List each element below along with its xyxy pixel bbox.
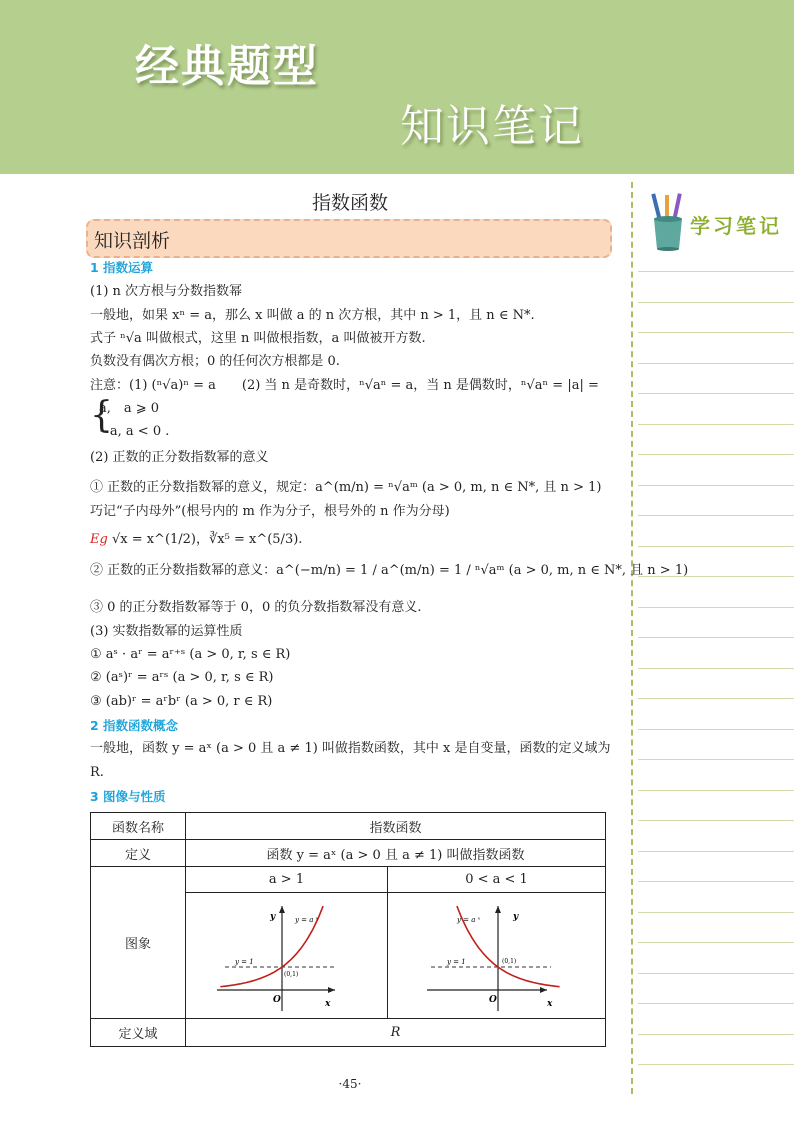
note-line bbox=[638, 912, 794, 913]
note-line bbox=[638, 363, 794, 364]
note-line bbox=[638, 515, 794, 516]
notes-divider bbox=[631, 182, 633, 1094]
graph-increasing bbox=[187, 896, 387, 1016]
heading-2: 2 指数函数概念 bbox=[90, 718, 179, 733]
graph2-point-label: (0,1) bbox=[501, 957, 516, 965]
graph-cell-a-gt-1 bbox=[186, 893, 388, 1019]
graph2-curve-label: y = a ˣ bbox=[456, 915, 480, 924]
para-9: 巧记“子内母外”(根号内的 m 作为分子，根号外的 n 作为分母) bbox=[90, 504, 450, 519]
note-line bbox=[638, 393, 794, 394]
graph-cell-a-lt-1 bbox=[388, 893, 606, 1019]
para-8: ① 正数的正分数指数幂的意义，规定：a^(m/n) = ⁿ√aᵐ (a > 0, m, n ∈ N*, 且 n > 1) bbox=[90, 480, 602, 495]
graph1-xlabel: x bbox=[324, 998, 330, 1009]
graph-decreasing bbox=[397, 896, 597, 1016]
graph2-ylabel: y bbox=[512, 911, 518, 922]
section-header bbox=[86, 219, 612, 258]
table-cell: 图象 bbox=[91, 867, 186, 1019]
note-line bbox=[638, 668, 794, 669]
graph1-ylabel: y bbox=[269, 911, 275, 922]
piecewise-case-2: −a, a < 0 . bbox=[99, 424, 170, 439]
note-line bbox=[638, 759, 794, 760]
note-line bbox=[638, 698, 794, 699]
note-line bbox=[638, 271, 794, 272]
graph1-line-label: y = 1 bbox=[234, 957, 254, 966]
table-cell: 指数函数 bbox=[186, 813, 606, 840]
properties-table bbox=[90, 812, 606, 1047]
para-15: ② (aˢ)ʳ = aʳˢ (a > 0, r, s ∈ R) bbox=[90, 670, 274, 685]
piecewise-brace: { bbox=[90, 395, 113, 436]
para-14: ① aˢ · aʳ = aʳ⁺ˢ (a > 0, r, s ∈ R) bbox=[90, 647, 291, 662]
graph1-curve-label: y = a ˣ bbox=[294, 915, 318, 924]
note-line bbox=[638, 942, 794, 943]
note-line bbox=[638, 424, 794, 425]
table-cell: 函数 y = aˣ (a > 0 且 a ≠ 1) 叫做指数函数 bbox=[186, 840, 606, 867]
graph2-xlabel: x bbox=[546, 998, 552, 1009]
note-line bbox=[638, 454, 794, 455]
para-16: ③ (ab)ʳ = aʳbʳ (a > 0, r ∈ R) bbox=[90, 694, 273, 709]
header-title-2: 知识笔记 bbox=[400, 101, 584, 152]
table-cell: 0 < a < 1 bbox=[388, 867, 606, 893]
table-cell: a > 1 bbox=[186, 867, 388, 893]
page-number: ·45· bbox=[338, 1077, 362, 1091]
note-line bbox=[638, 485, 794, 486]
graph2-line-label: y = 1 bbox=[446, 957, 466, 966]
para-4: 负数没有偶次方根；0 的任何次方根都是 0. bbox=[90, 354, 340, 369]
para-2: 一般地，如果 xⁿ = a，那么 x 叫做 a 的 n 次方根，其中 n > 1，且 n ∈ N*. bbox=[90, 308, 535, 323]
note-line bbox=[638, 820, 794, 821]
note-line bbox=[638, 1003, 794, 1004]
graph1-origin: O bbox=[272, 994, 281, 1005]
note-line bbox=[638, 332, 794, 333]
note-line bbox=[638, 973, 794, 974]
table-cell: 定义 bbox=[91, 840, 186, 867]
note-line bbox=[638, 729, 794, 730]
table-row bbox=[91, 1019, 606, 1047]
para-7: (2) 正数的正分数指数幂的意义 bbox=[90, 450, 269, 465]
table-row bbox=[91, 867, 606, 893]
graph2-origin: O bbox=[488, 994, 497, 1005]
note-line bbox=[638, 851, 794, 852]
table-row bbox=[91, 813, 606, 840]
eg-label: Eg bbox=[90, 532, 108, 547]
header-banner bbox=[0, 0, 794, 174]
para-17: 一般地，函数 y = aˣ (a > 0 且 a ≠ 1) 叫做指数函数，其中 x 是自变量，函数的定义域为 bbox=[90, 741, 611, 756]
note-line bbox=[638, 790, 794, 791]
para-5: 注意：(1) (ⁿ√a)ⁿ = a (2) 当 n 是奇数时，ⁿ√aⁿ = a，当 n 是偶数时，ⁿ√aⁿ = |a| = bbox=[90, 378, 599, 393]
heading-1: 1 指数运算 bbox=[90, 260, 154, 275]
table-cell: 定义域 bbox=[91, 1019, 186, 1047]
heading-3: 3 图像与性质 bbox=[90, 789, 166, 804]
note-line bbox=[638, 546, 794, 547]
table-row bbox=[91, 840, 606, 867]
notes-title: 学习笔记 bbox=[690, 214, 782, 238]
section-title: 知识剖析 bbox=[94, 230, 171, 252]
para-13: (3) 实数指数幂的运算性质 bbox=[90, 624, 243, 639]
doc-title: 指数函数 bbox=[311, 192, 388, 214]
table-cell: R bbox=[186, 1019, 606, 1047]
para-3: 式子 ⁿ√a 叫做根式，这里 n 叫做根指数，a 叫做被开方数. bbox=[90, 331, 426, 346]
note-line bbox=[638, 607, 794, 608]
graph1-point-label: (0,1) bbox=[283, 970, 298, 978]
para-12: ③ 0 的正分数指数幂等于 0，0 的负分数指数幂没有意义. bbox=[90, 600, 422, 615]
note-line bbox=[638, 1064, 794, 1065]
piecewise-case-1: a, a ⩾ 0 bbox=[99, 401, 160, 416]
para-1: (1) n 次方根与分数指数幂 bbox=[90, 284, 243, 299]
para-18: R. bbox=[90, 765, 104, 780]
note-line bbox=[638, 302, 794, 303]
example-line bbox=[90, 532, 302, 548]
header-title-1: 经典题型 bbox=[135, 41, 319, 92]
table-cell: 函数名称 bbox=[91, 813, 186, 840]
example-text: √x = x^(1/2)，∛x⁵ = x^(5/3). bbox=[107, 532, 303, 547]
note-line bbox=[638, 1034, 794, 1035]
note-line bbox=[638, 637, 794, 638]
para-11: ② 正数的正分数指数幂的意义：a^(−m/n) = 1 / a^(m/n) = 1 / ⁿ√aᵐ (a > 0, m, n ∈ N*, 且 n > 1) bbox=[90, 563, 689, 578]
note-line bbox=[638, 881, 794, 882]
